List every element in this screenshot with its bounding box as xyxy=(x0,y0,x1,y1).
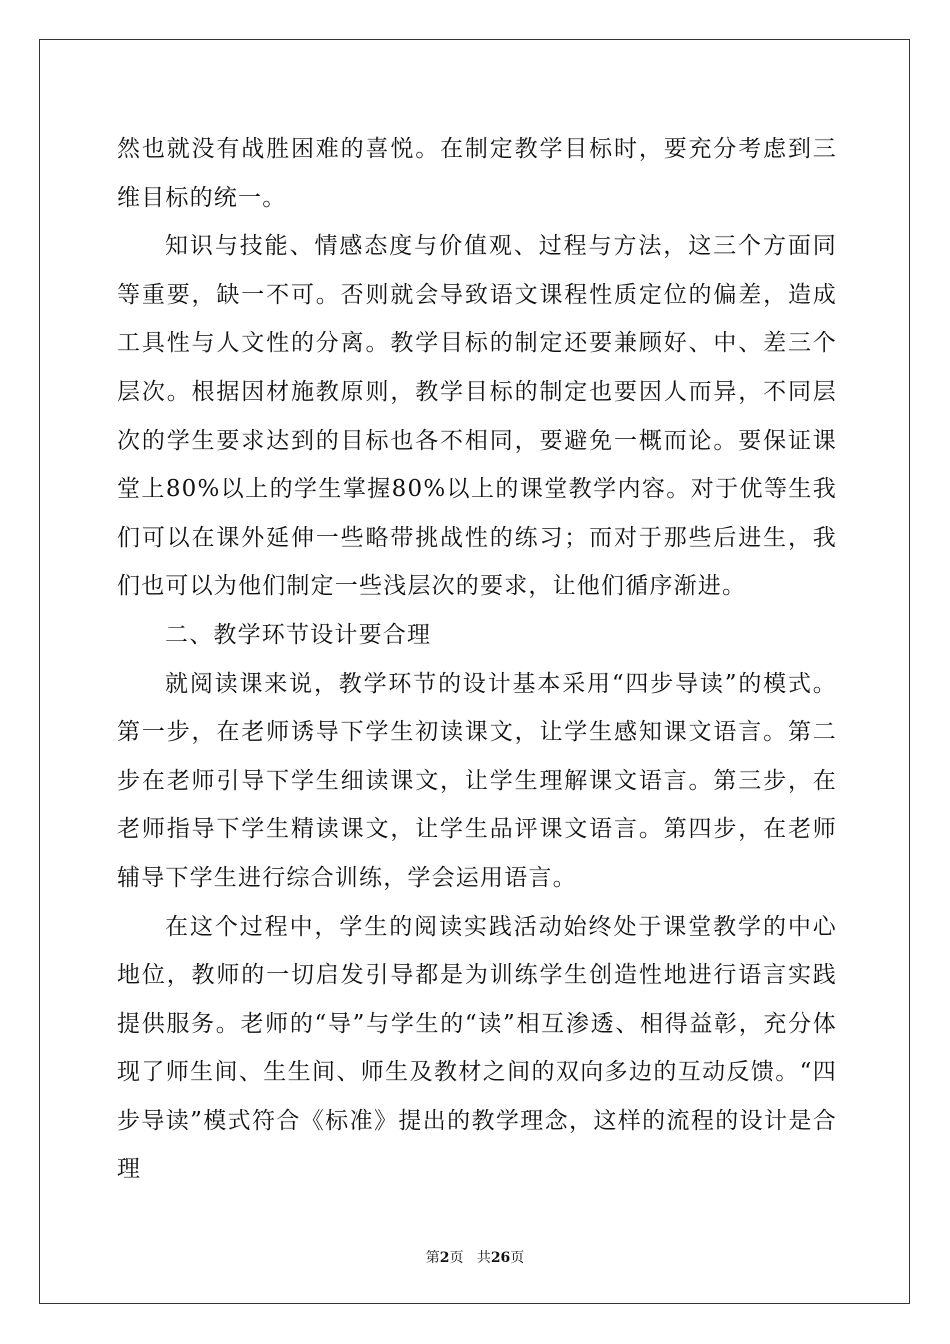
total-suffix: 页 xyxy=(510,1250,525,1266)
paragraph-4: 在这个过程中，学生的阅读实践活动始终处于课堂教学的中心地位，教师的一切启发引导都是为训练学生创造性地进行语言实践提供服务。老师的“导”与学生的“读”相互渗透、相得益彰，充分体现了师生间、生生间、师生及教材之间的双向多边的互动反馈。“四步导读”模式符合《标准》提出的教学理念，这样的流程的设计是合理 xyxy=(117,913,837,1183)
page-prefix: 第 xyxy=(425,1250,440,1266)
document-body xyxy=(117,125,837,1194)
paragraph-2: 知识与技能、情感态度与价值观、过程与方法，这三个方面同等重要，缺一不可。否则就会导致语文课程性质定位的偏差，造成工具性与人文性的分离。教学目标的制定还要兼顾好、中、差三个层次。根据因材施教原则，教学目标的制定也要因人而异，不同层次的学生要求达到的目标也各不相同，要避免一概而论。要保证课堂上80%以上的学生掌握80%以上的课堂教学内容。对于优等生我们可以在课外延伸一些略带挑战性的练习；而对于那些后进生，我们也可以为他们制定一些浅层次的要求，让他们循序渐进。 xyxy=(117,233,837,600)
total-pages-number: 26 xyxy=(490,1250,511,1266)
paragraph-3: 就阅读课来说，教学环节的设计基本采用“四步导读”的模式。第一步，在老师诱导下学生初读课文，让学生感知课文语言。第二步在老师引导下学生细读课文，让学生理解课文语言。第三步，在老师指导下学生精读课文，让学生品评课文语言。第四步，在老师辅导下学生进行综合训练，学会运用语言。 xyxy=(117,670,837,891)
page-footer xyxy=(0,1247,950,1267)
total-prefix: 共 xyxy=(476,1250,491,1266)
current-page-number: 2 xyxy=(439,1250,450,1266)
section-heading: 二、教学环节设计要合理 xyxy=(165,621,432,648)
page-suffix: 页 xyxy=(449,1250,464,1266)
paragraph-1: 然也就没有战胜困难的喜悦。在制定教学目标时，要充分考虑到三维目标的统一。 xyxy=(117,136,837,211)
